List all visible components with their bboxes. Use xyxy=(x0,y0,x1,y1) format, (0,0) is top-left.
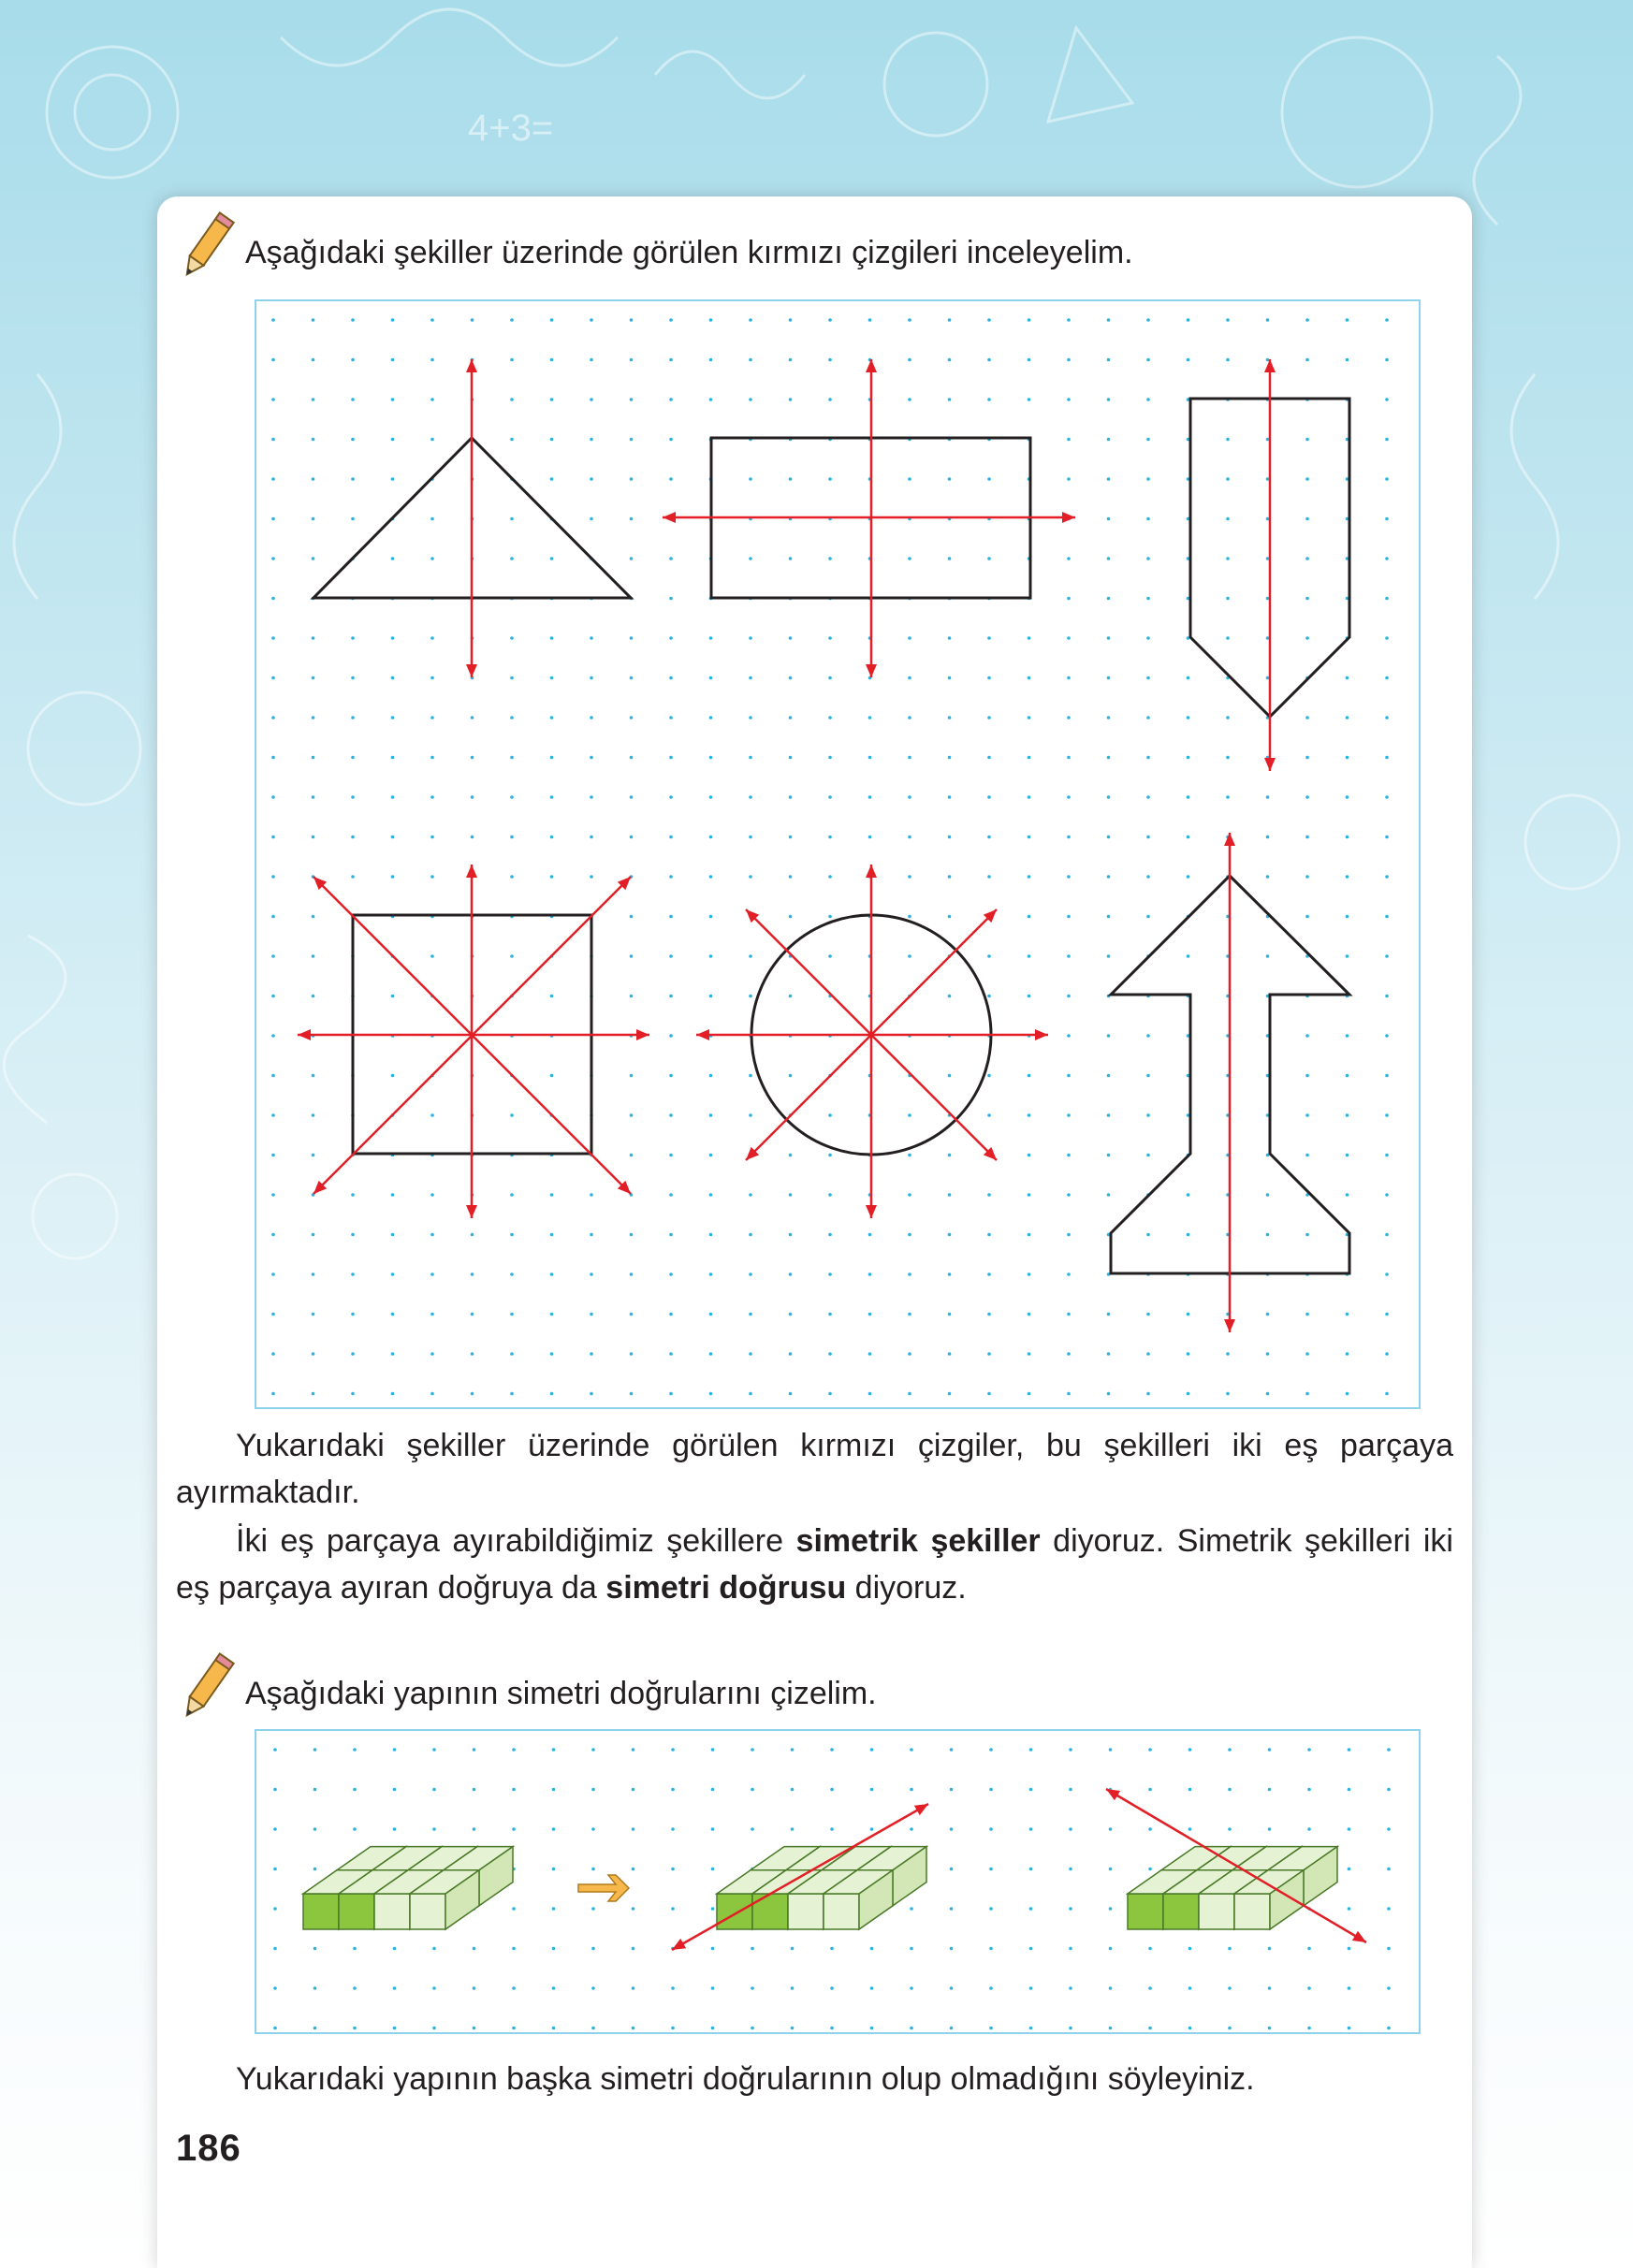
paragraph2-part2: diyoruz. Simetrik şekilleri iki eş parçaya ayıran doğruya da xyxy=(176,1523,1453,1606)
shapes-grid-canvas xyxy=(256,301,1419,1407)
term-symmetry-line: simetri doğrusu xyxy=(605,1570,847,1606)
arrowhead xyxy=(466,865,477,878)
cubes-grid xyxy=(255,1729,1421,2034)
arrowhead xyxy=(866,865,877,878)
section2-instruction: Aşağıdaki yapının simetri doğrularını çizelim. xyxy=(245,1676,877,1711)
paragraph2-part1: İki eş parçaya ayırabildiğimiz şekillere xyxy=(236,1523,796,1559)
term-symmetric-shapes: simetrik şekiller xyxy=(795,1523,1041,1559)
cube-front-face xyxy=(788,1894,824,1929)
paragraph-symmetry-definition xyxy=(176,1518,1453,1611)
arrowhead xyxy=(1264,359,1276,372)
arrowhead xyxy=(1062,512,1075,523)
svg-text:4+3=: 4+3= xyxy=(468,108,554,149)
section1-instruction: Aşağıdaki şekiller üzerinde görülen kırmızı çizgileri inceleyelim. xyxy=(245,235,1133,270)
cube-front-face xyxy=(1128,1894,1163,1929)
cube-front-face xyxy=(1199,1894,1234,1929)
arrowhead xyxy=(298,1029,311,1040)
arrow-right-shape xyxy=(578,1875,629,1901)
cube-structure-1 xyxy=(303,1847,513,1929)
symmetry-line xyxy=(1264,359,1276,771)
arrowhead xyxy=(466,359,477,372)
cube-structure-3 xyxy=(1128,1847,1337,1929)
arrowhead xyxy=(663,512,676,523)
shapes-grid xyxy=(255,299,1421,1409)
cube-front-face xyxy=(1234,1894,1270,1929)
cube-front-face xyxy=(374,1894,410,1929)
arrow-right-icon xyxy=(578,1875,629,1901)
cube-front-face xyxy=(303,1894,339,1929)
grid-dots xyxy=(271,318,1389,1395)
arrowhead xyxy=(866,359,877,372)
symmetry-line xyxy=(1224,833,1235,1332)
cube-structure-2 xyxy=(717,1847,926,1929)
cube-front-face xyxy=(824,1894,859,1929)
question-text: Yukarıdaki yapının başka simetri doğrularının olup olmadığını söyleyiniz. xyxy=(236,2061,1255,2097)
arrowhead xyxy=(1224,833,1235,846)
cube-front-face xyxy=(1163,1894,1199,1929)
arrowhead xyxy=(1264,758,1276,771)
cube-front-face xyxy=(410,1894,445,1929)
paragraph1-text: Yukarıdaki şekiller üzerinde görülen kırmızı çizgiler, bu şekilleri iki eş parçaya ayırmaktadır. xyxy=(176,1428,1453,1510)
paragraph2-part3: diyoruz. xyxy=(846,1570,967,1606)
symmetry-line xyxy=(866,865,877,1218)
paragraph-symmetry-intro xyxy=(176,1422,1453,1516)
arrowhead xyxy=(696,1029,709,1040)
page-number: 186 xyxy=(176,2128,241,2169)
arrowhead xyxy=(866,1205,877,1218)
arrowhead xyxy=(466,1205,477,1218)
cube-front-face xyxy=(752,1894,788,1929)
symmetry-line xyxy=(663,512,1075,523)
symmetry-line xyxy=(466,359,477,677)
arrowhead xyxy=(866,664,877,677)
arrowhead xyxy=(1035,1029,1048,1040)
pencil-icon xyxy=(178,208,236,284)
pencil-icon xyxy=(178,1649,236,1725)
symmetry-line xyxy=(466,865,477,1218)
arrowhead xyxy=(636,1029,649,1040)
arrowhead xyxy=(1224,1319,1235,1332)
cube-front-face xyxy=(339,1894,374,1929)
cubes-grid-canvas xyxy=(256,1731,1419,2032)
cube-front-face xyxy=(717,1894,752,1929)
arrowhead xyxy=(466,664,477,677)
